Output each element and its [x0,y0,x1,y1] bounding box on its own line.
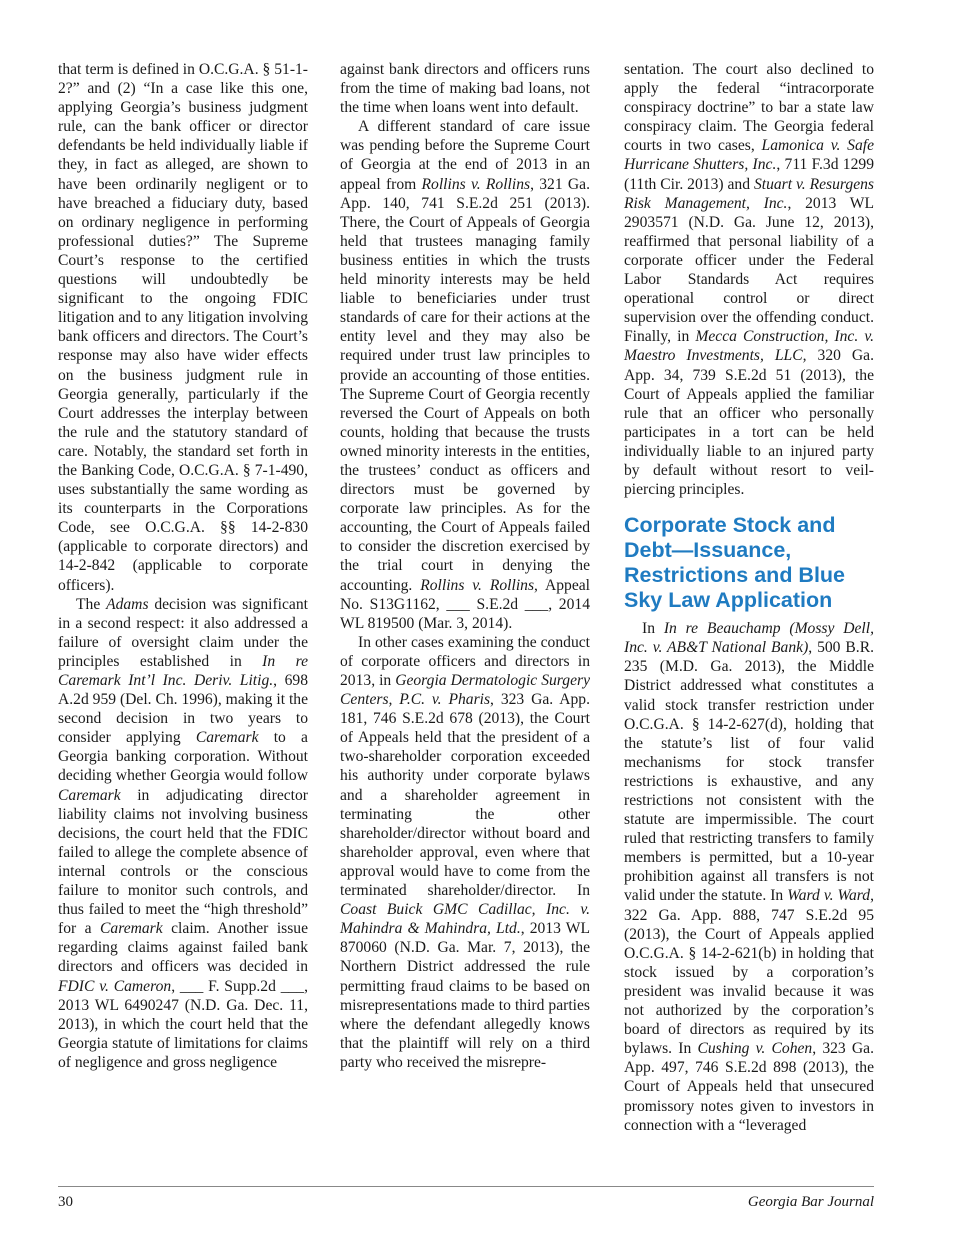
paragraph: A different standard of care issue was pending before the Supreme Court of Georgia at the end of 2013 in an appeal from Rollins v. Rollins, 321 Ga. App. 140, 741 S.E.2d 251 (2013). There, the Court of Appeals of Georgia held that trustees managing family business entities in which the trusts held minority interests may be held liable to beneficiaries under trust standards of care for their actions at the entity level and they may also be required under trust law principles to provide an accounting of those entities. The Supreme Court of Georgia recently reversed the Court of Appeals on both counts, holding that because the trusts owned minority interests in the entities, the trustees’ conduct as officers and directors must be governed by corporate law principles. As for the accounting, the Court of Appeals failed to consider the discretion exercised by the trial court in denying the accounting. Rollins v. Rollins, Appeal No. S13G1162, ___ S.E.2d ___, 2014 WL 819500 (Mar. 3, 2014). [340,118,590,632]
text-column-2 [340,60,590,1072]
footer-divider [58,1186,874,1187]
journal-name: Georgia Bar Journal [747,1194,874,1210]
page-number: 30 [58,1194,73,1210]
paragraph: against bank directors and officers runs from the time of making bad loans, not the time when loans went into default. [340,61,590,117]
paragraph: In other cases examining the conduct of corporate officers and directors in 2013, in Georgia Dermatologic Surgery Centers, P.C. v. Pharis, 323 Ga. App. 181, 746 S.E.2d 678 (2013), the Court of Appeals held that the president of a two-shareholder corporation exceeded his authority under corporate bylaws and a shareholder agreement in terminating the other shareholder/director without board and shareholder approval, even where that approval would have to come from the terminated shareholder/director. In Coast Buick GMC Cadillac, Inc. v. Mahindra & Mahindra, Ltd., 2013 WL 870060 (N.D. Ga. Mar. 7, 2013), the Northern District addressed the rule permitting fraud claims to be based on misrepresentations made to third parties where the defendant allegedly knows that the plaintiff will rely on a third party who received the misrepre- [340,633,590,1071]
paragraph: The Adams decision was significant in a second respect: it also addressed a failure of oversight claim under the principles established in In re Caremark Int’l Inc. Deriv. Litig., 698 A.2d 959 (Del. Ch. 1996), making it the second decision in two years to consider applying Caremark to a Georgia banking corporation. Without deciding whether Georgia would follow Caremark in adjudicating director liability claims not involving business decisions, the court held that the FDIC failed to allege the complete absence of internal controls or the conscious failure to monitor such controls, and thus failed to meet the “high threshold” for a Caremark claim. Another issue regarding claims against failed bank directors and officers was decided in FDIC v. Cameron, ___ F. Supp.2d ___, 2013 WL 6490247 (N.D. Ga. Dec. 11, 2013), in which the court held that the Georgia statute of limitations for claims of negligence and gross negligence [58,595,309,1071]
paragraph: that term is defined in O.C.G.A. § 51-1-2?” and (2) “In a case like this one, applying Georgia’s business judgment rule, can the bank officer or director defendants be held individually liable if they, in fact as alleged, are shown to have been ordinarily negligent or to have breached a fiduciary duty, based on ordinary negligence in performing professional duties?” The Supreme Court’s response to the certified questions will undoubtedly be significant to the ongoing FDIC litigation and to any litigation involving bank officers and directors. The Court’s response may also have wider effects on the business judgment rule in Georgia generally, particularly if the Court addresses the interplay between the rule and the statutory standard of care. Notably, the standard set forth in the Banking Code, O.C.G.A. § 7-1-490, uses substantially the same wording as its counterparts in the Corporations Code, see O.C.G.A. §§ 14-2-830 (applicable to corporate directors) and 14-2-842 (applicable to corporate officers). [58,61,308,594]
section-heading: Corporate Stock and Debt—Issuance, Restrictions and Blue Sky Law Application [624,513,846,613]
text-column-3 [624,60,874,1135]
text-column-1 [58,60,308,1072]
paragraph: sentation. The court also declined to apply the federal “intracorporate conspiracy doctrine” to bar a state law conspiracy claim. The Georgia federal courts in two cases, Lamonica v. Safe Hurricane Shutters, Inc., 711 F.3d 1299 (11th Cir. 2013) and Stuart v. Resurgens Risk Management, Inc., 2013 WL 2903571 (N.D. Ga. June 12, 2013), reaffirmed that personal liability of a corporate officer under the Federal Labor Standards Act requires operational control or direct supervision over the offending conduct. Finally, in Mecca Construction, Inc. v. Maestro Investments, LLC, 320 Ga. App. 34, 739 S.E.2d 51 (2013), the Court of Appeals applied the familiar rule that an officer who personally participates in a tort can be held individually liable to an injured party by default without resort to veil-piercing principles. [624,61,874,499]
paragraph: In In re Beauchamp (Mossy Dell, Inc. v. AB&T National Bank), 500 B.R. 235 (M.D. Ga. 2013), the Middle District addressed what constitutes a valid stock transfer restriction under O.C.G.A. § 14-2-627(d), holding that the statute’s list of four valid mechanisms for stock transfer restrictions is exhaustive, and any restrictions not consistent with the statute are impermissible. The court ruled that restricting transfers to family members is permitted, but a 10-year prohibition against all transfers is not valid under the statute. In Ward v. Ward, 322 Ga. App. 888, 747 S.E.2d 95 (2013), the Court of Appeals applied O.C.G.A. § 14-2-621(b) in holding that stock issued by a corporation’s president was invalid because it was not authorized by the corporation’s board of directors as required by its bylaws. In Cushing v. Cohen, 323 Ga. App. 497, 746 S.E.2d 898 (2013), the Court of Appeals held that unsecured promissory notes given to investors in connection with a “leveraged [624,620,874,1134]
